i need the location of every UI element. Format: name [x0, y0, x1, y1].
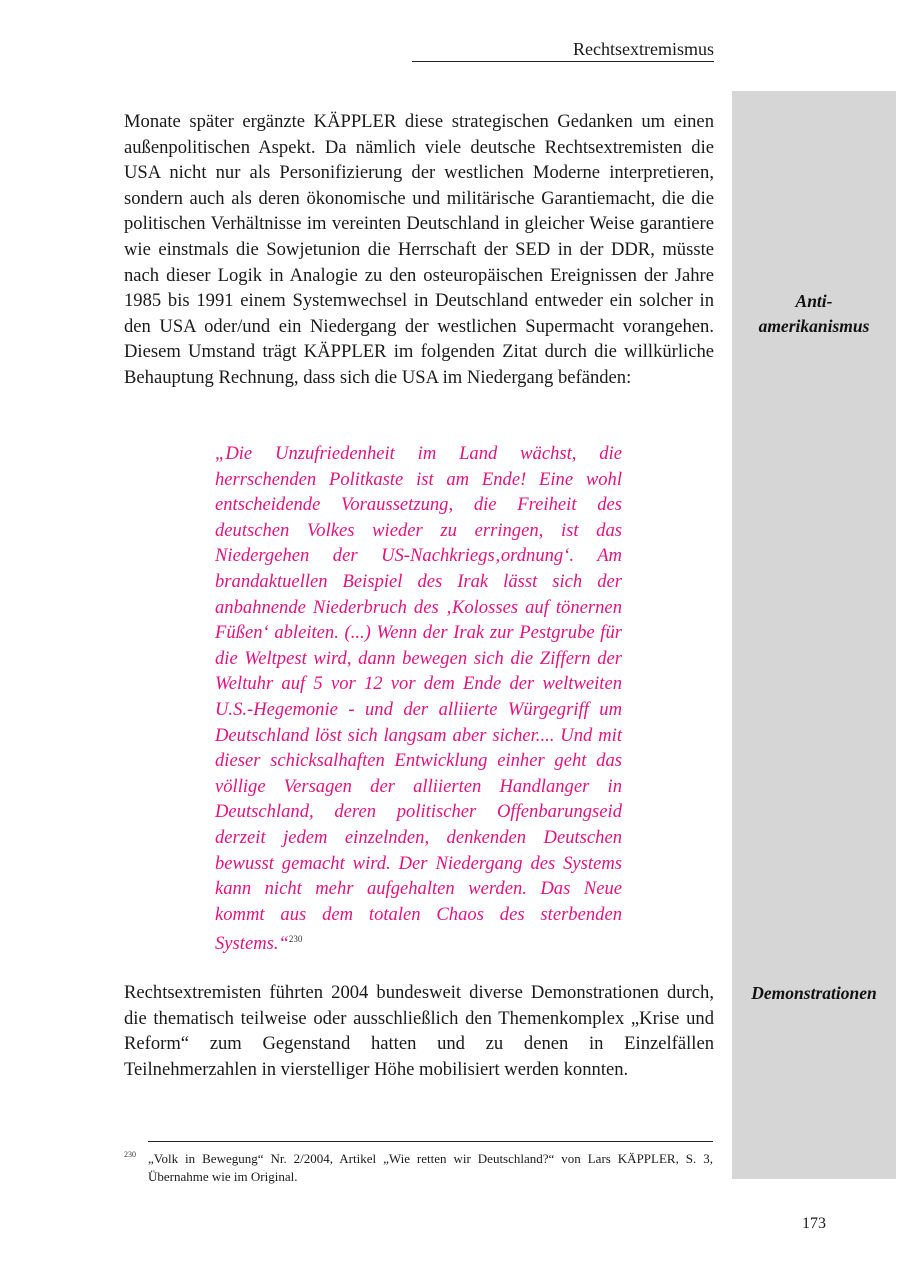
footnote-number: 230 [124, 1150, 136, 1159]
margin-note-demonstrationen: Demonstrationen [751, 983, 877, 1003]
running-head: Rechtsextremismus [412, 38, 714, 62]
footnote-divider [148, 1141, 713, 1142]
block-quote [215, 441, 622, 957]
footnote-text: „Volk in Bewegung“ Nr. 2/2004, Artikel „Wie retten wir Deutschland?“ von Lars KÄPPLER, S. 3, Übernahme wie im Original. [148, 1151, 713, 1184]
footnote-reference[interactable]: 230 [288, 934, 303, 945]
margin-note-antiamerikanismus [738, 289, 890, 339]
page-number: 173 [802, 1215, 826, 1232]
body-paragraph: Monate später ergänzte KÄPPLER diese strategischen Gedanken um einen außenpolitischen Aspekt. Da nämlich viele deutsche Rechtsextremisten die USA nicht nur als Personifizierung der westlichen Moderne interpretieren, sondern auch als deren ökonomische und militärische Garantiemacht, die die politischen Verhältnisse im vereinten Deutschland in gleicher Weise garantiere wie einstmals die Sowjetunion die Herrschaft der SED in der DDR, müsste nach dieser Logik in Analogie zu den osteuropäischen Ereignissen der Jahre 1985 bis 1991 einem Systemwechsel in Deutschland entweder ein solcher in den USA oder/und ein Niedergang der westlichen Supermacht vorangehen. Diesem Umstand trägt KÄPPLER im folgenden Zitat durch die willkürliche Behauptung Rechnung, dass sich die USA im Niedergang befänden: [124, 111, 714, 388]
margin-note-line: Anti- [795, 291, 833, 311]
quote-text: „Die Unzufriedenheit im Land wächst, die herrschenden Politkaste ist am Ende! Eine wohl entscheidende Voraussetzung, die Freiheit des deutschen Volkes wieder zu erringen, ist das Niedergehen der US-Nachkriegs‚ordnung‘. Am brandaktuellen Beispiel des Irak lässt sich der anbahnende Niederbruch des ‚Kolosses auf tönernen Füßen‘ ableiten. (...) Wenn der Irak zur Pestgrube für die Weltpest wird, dann bewegen sich die Ziffern der Weltuhr auf 5 vor 12 vor dem Ende der weltweiten U.S.-Hegemonie - und der alliierte Würgegriff um Deutschland löst sich langsam aber sicher.... Und mit dieser schicksalhaften Entwicklung einher geht das völlige Versagen der alliierten Handlanger in Deutschland, deren politischer Offenbarungseid derzeit jedem einzelnden, denkenden Deutschen bewusst gemacht wird. Der Niedergang des Systems kann nicht mehr aufgehalten werden. Das Neue kommt aus dem totalen Chaos des sterbenden Systems.“ [215, 443, 622, 955]
body-paragraph: Rechtsextremisten führten 2004 bundesweit diverse Demonstrationen durch, die thematisch teilweise oder ausschließlich den Themenkomplex „Krise und Reform“ zum Gegenstand hatten und zu denen in Einzelfällen Teilnehmerzahlen in vierstelliger Höhe mobilisiert werden konnten. [124, 982, 714, 1080]
margin-band [732, 91, 896, 1179]
margin-note-line: amerikanismus [758, 316, 870, 336]
